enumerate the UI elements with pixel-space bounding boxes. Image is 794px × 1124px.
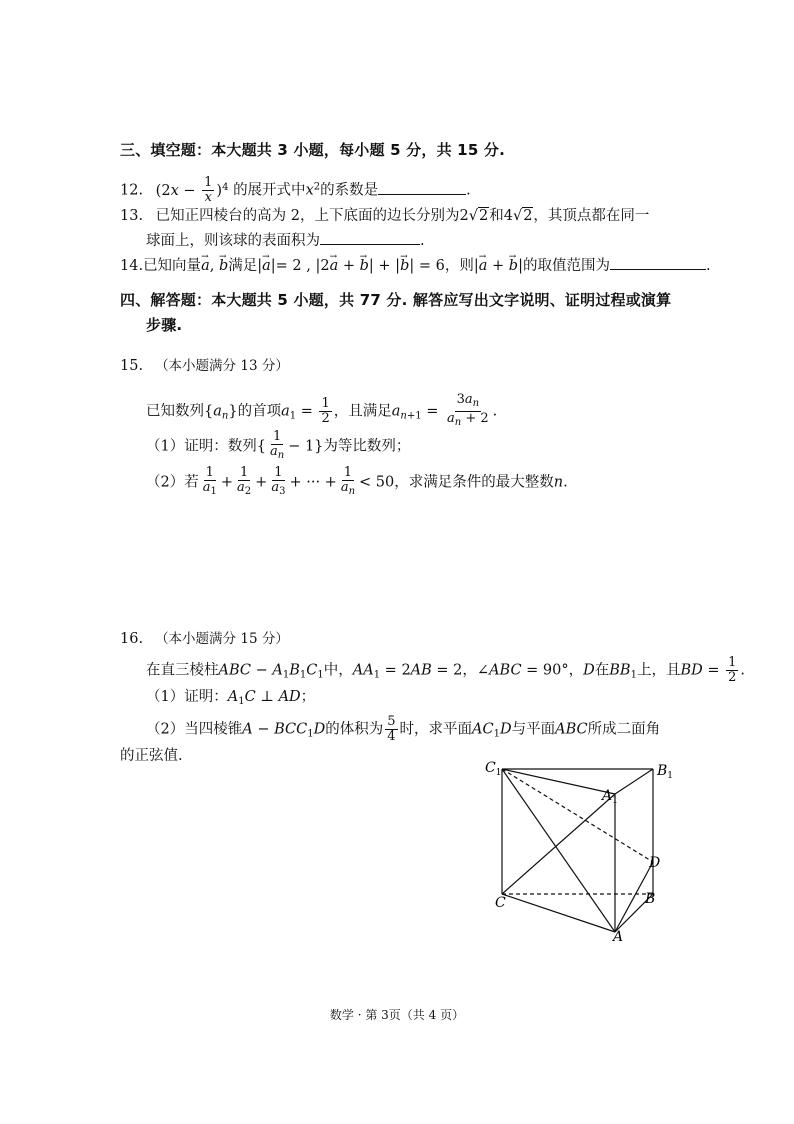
edge-a1-b1 — [615, 769, 653, 794]
label-a: A — [613, 929, 624, 945]
q16-points: （本小题满分 15 分） — [155, 631, 289, 647]
label-d: D — [649, 855, 661, 871]
question-15-part-2: （2）若 $\frac{1}{a_1}$ + $\frac{1}{a_2}$ + $\frac{1}{a_3}$ + ··· + $\frac{1}{a_n}$ < 50，求满足条件的最大整数n. — [146, 465, 568, 497]
q13-answer-blank[interactable] — [320, 230, 420, 245]
label-b: B — [645, 891, 656, 907]
question-16-header — [120, 629, 289, 649]
question-15-header — [120, 356, 289, 376]
q12-text-a: 的展开式中 — [233, 182, 306, 199]
page-footer: 数学 · 第 3页（共 4 页） — [329, 1008, 465, 1022]
q16-number: 16. — [120, 631, 144, 647]
question-12: 12. (2x − $\frac{1}{x}$ )$^4$ 的展开式中$x^2$的系数是 . — [120, 175, 471, 205]
question-13: 13. 已知正四棱台的高为 2，上下底面的边长分别为2√2和4√2，其顶点都在同一 — [120, 208, 650, 224]
q12-answer-blank[interactable] — [378, 180, 466, 195]
section-3-heading: 三、填空题：本大题共 3 小题，每小题 5 分，共 15 分. — [120, 141, 505, 159]
q12-number: 12. — [120, 182, 144, 199]
edge-c1-a — [502, 769, 615, 932]
question-16-part-2-line-2: 的正弦值. — [120, 748, 183, 764]
question-16-part-2: （2）当四棱锥$A - BCC_1D$的体积为 $\frac{5}{4}$ 时，求平面$AC_1D$与平面ABC所成二面角 — [146, 714, 661, 744]
q14-number: 14. — [120, 258, 144, 274]
label-c: C — [495, 895, 506, 911]
edge-c1-d-hidden — [502, 769, 653, 862]
q15-number: 15. — [120, 358, 144, 374]
question-14: 14.已知向量→ a, → b满足|→ a|= 2 , |2→ a + → b| + |→ b| = 6，则|→ a + → b|的取值范围为 . — [120, 255, 711, 276]
q14-answer-blank[interactable] — [610, 255, 706, 270]
q12-text-b: 的系数是 — [320, 182, 379, 199]
section-4-heading-line-2: 步骤. — [146, 316, 183, 334]
q13-number: 13. — [120, 208, 144, 224]
edge-c-a1 — [502, 794, 615, 894]
section-4-heading-line-1: 四、解答题：本大题共 5 小题，共 77 分. 解答应写出文字说明、证明过程或演算 — [120, 291, 672, 309]
prism-figure — [480, 755, 680, 945]
question-15-part-1: （1）证明：数列{ $\frac{1}{a_n}$ − 1}为等比数列； — [146, 429, 411, 461]
edge-c1-a1 — [502, 769, 615, 794]
edge-c-a — [502, 894, 615, 932]
question-15-stem: 已知数列$\{a_n\}$的首项$a_1$ = $\frac{1}{2}$ ，且满足$a_{n+1}$ = $\frac{3a_n}{a_n + 2}$ . — [146, 392, 498, 428]
question-13-line-2: 球面上，则该球的表面积为 . — [146, 230, 425, 251]
label-c1: $C_1$ — [485, 760, 502, 778]
label-b1: $B_1$ — [657, 763, 674, 781]
label-a1: $A_1$ — [602, 788, 618, 806]
question-16-stem: 在直三棱柱ABC − $A_1B_1C_1$中，$AA_1 = 2AB = 2$，∠ABC = 90°，D在$BB_1$上，且BD = $\frac{1}{2}$ . — [146, 655, 746, 685]
question-16-part-1: （1）证明：$A_1C$ ⊥ AD； — [146, 689, 316, 707]
q15-points: （本小题满分 13 分） — [155, 358, 289, 374]
